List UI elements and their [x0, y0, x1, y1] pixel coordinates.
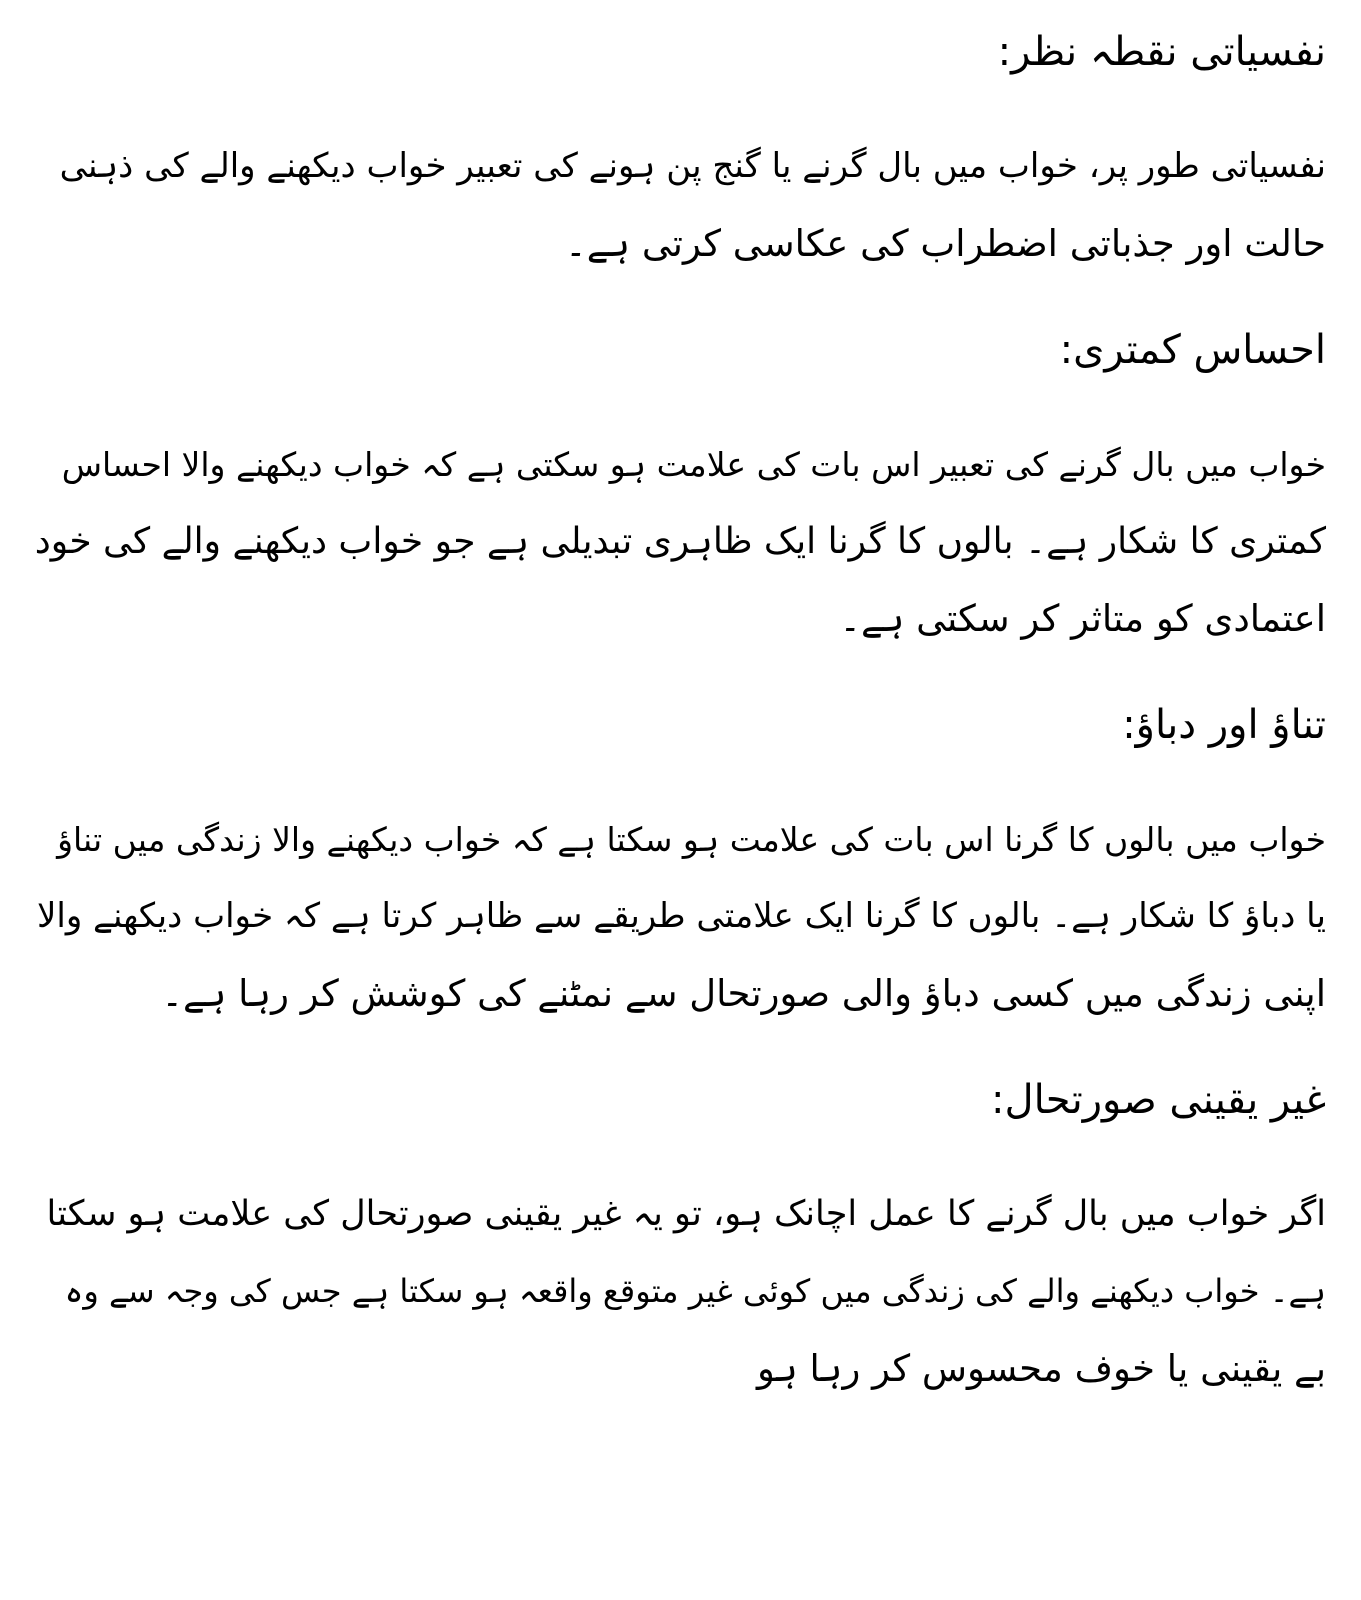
section-uncertainty: [26, 1068, 1326, 1407]
paragraph-line: خواب میں بال گرنے کی تعبیر اس بات کی علامت ہو سکتی ہے کہ خواب دیکھنے والا احساس: [61, 445, 1326, 484]
section-stress-and-pressure: [26, 693, 1326, 1032]
section-psychological-view: [26, 20, 1326, 282]
paragraph-line: بے یقینی یا خوف محسوس کر رہا ہو: [756, 1347, 1326, 1390]
section-paragraph: [26, 426, 1326, 657]
paragraph-line: حالت اور جذباتی اضطراب کی عکاسی کرتی ہے۔: [565, 222, 1326, 265]
paragraph-line: خواب میں بالوں کا گرنا اس بات کی علامت ہو سکتا ہے کہ خواب دیکھنے والا زندگی میں تناؤ: [57, 820, 1326, 859]
section-heading: غیر یقینی صورتحال:: [991, 1077, 1326, 1123]
paragraph-line: اپنی زندگی میں کسی دباؤ والی صورتحال سے نمٹنے کی کوشش کر رہا ہے۔: [161, 972, 1326, 1015]
paragraph-line: اگر خواب میں بال گرنے کا عمل اچانک ہو، تو یہ غیر یقینی صورتحال کی علامت ہو سکتا: [46, 1194, 1326, 1234]
paragraph-line: کمتری کا شکار ہے۔ بالوں کا گرنا ایک ظاہری تبدیلی ہے جو خواب دیکھنے والے کی خود: [34, 521, 1326, 562]
section-paragraph: [26, 801, 1326, 1032]
section-paragraph: [26, 128, 1326, 282]
document-page: [26, 20, 1326, 1580]
section-inferiority-complex: [26, 318, 1326, 657]
paragraph-line: اعتمادی کو متاثر کر سکتی ہے۔: [839, 597, 1326, 640]
paragraph-line: یا دباؤ کا شکار ہے۔ بالوں کا گرنا ایک علامتی طریقے سے ظاہر کرتا ہے کہ خواب دیکھنے والا: [36, 896, 1326, 936]
paragraph-line: ہے۔ خواب دیکھنے والے کی زندگی میں کوئی غیر متوقع واقعہ ہو سکتا ہے جس کی وجہ سے وہ: [64, 1272, 1326, 1310]
section-paragraph: [26, 1176, 1326, 1407]
paragraph-line: نفسیاتی طور پر، خواب میں بال گرنے یا گنج پن ہونے کی تعبیر خواب دیکھنے والے کی ذہنی: [59, 146, 1326, 186]
section-heading: نفسیاتی نقطہ نظر:: [997, 29, 1326, 75]
section-heading: تناؤ اور دباؤ:: [1122, 702, 1326, 748]
section-heading: احساس کمتری:: [1059, 327, 1326, 373]
